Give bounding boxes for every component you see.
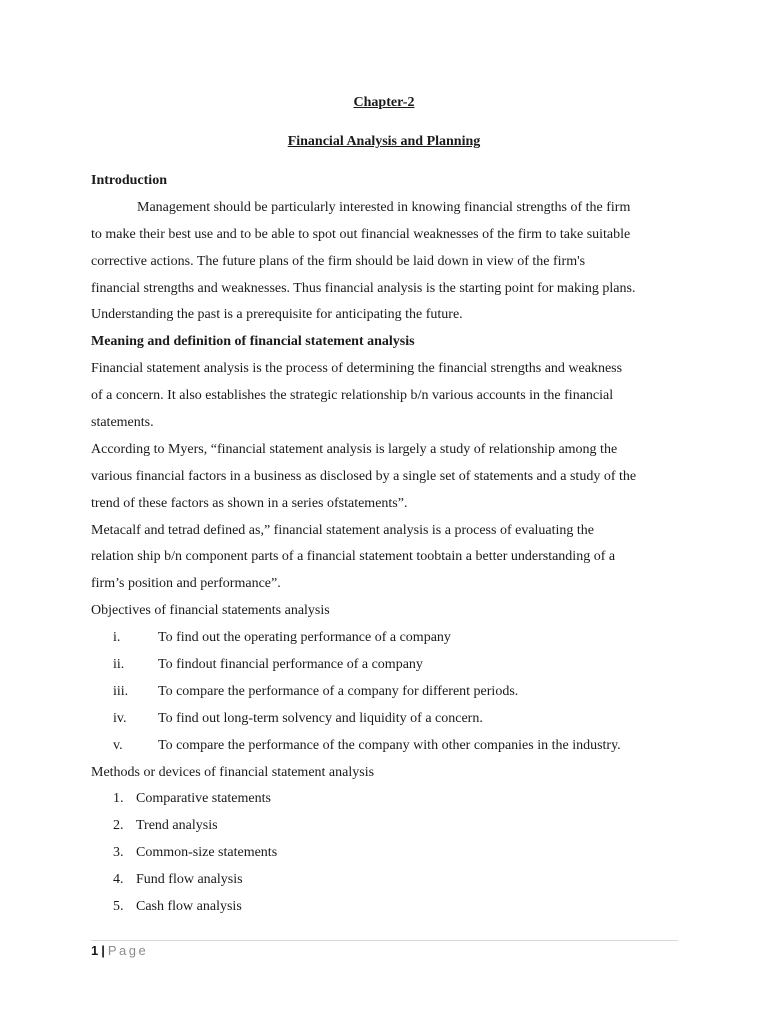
paragraph-line: statements. xyxy=(91,415,154,431)
list-item xyxy=(91,625,691,652)
list-item-number: ii. xyxy=(113,657,125,673)
list-item-text: Common-size statements xyxy=(136,845,278,861)
paragraph-line: relation ship b/n component parts of a financial statement toobtain a better understanding of a xyxy=(91,549,616,565)
list-item xyxy=(91,652,691,679)
paragraph-line: of a concern. It also establishes the strategic relationship b/n various accounts in the financial xyxy=(91,388,614,404)
list-item-number: 1. xyxy=(113,791,124,807)
list-item-text: To find out long-term solvency and liquidity of a concern. xyxy=(158,710,483,726)
paragraph-line: corrective actions. The future plans of the firm should be laid down in view of the firm's xyxy=(91,253,586,269)
list-item xyxy=(91,786,691,813)
list-item-number: v. xyxy=(113,737,123,753)
objectives-list xyxy=(91,625,691,759)
list-item xyxy=(91,733,691,760)
page-label: Page xyxy=(107,943,149,958)
paragraph-line: financial strengths and weaknesses. Thus financial analysis is the starting point for making plans. xyxy=(91,280,636,296)
paragraph-line: Financial statement analysis is the process of determining the financial strengths and weakness xyxy=(91,361,623,377)
paragraph-line: Metacalf and tetrad defined as,” financial statement analysis is a process of evaluating the xyxy=(91,522,595,538)
list-item-number: iv. xyxy=(113,710,127,726)
document-body xyxy=(91,168,691,921)
list-item xyxy=(91,706,691,733)
chapter-heading: Chapter-2 xyxy=(353,95,415,110)
objectives-heading: Objectives of financial statements analysis xyxy=(91,603,330,619)
page-number: 1 xyxy=(91,943,99,958)
paragraph-line: Management should be particularly interested in knowing financial strengths of the firm xyxy=(137,199,631,215)
list-item-text: To find out the operating performance of a company xyxy=(158,630,451,646)
list-item xyxy=(91,840,691,867)
list-item-text: Comparative statements xyxy=(136,791,271,807)
paragraph-line: trend of these factors as shown in a series ofstatements”. xyxy=(91,495,408,511)
list-item xyxy=(91,867,691,894)
list-item xyxy=(91,679,691,706)
list-item-number: 5. xyxy=(113,899,124,915)
list-item-number: 4. xyxy=(113,872,124,888)
list-item-text: To compare the performance of a company for different periods. xyxy=(158,683,519,699)
paragraph-line: to make their best use and to be able to spot out financial weaknesses of the firm to take suitable xyxy=(91,226,631,242)
methods-heading: Methods or devices of financial statement analysis xyxy=(91,764,375,780)
list-item xyxy=(91,813,691,840)
introduction-heading: Introduction xyxy=(91,173,167,188)
list-item xyxy=(91,894,691,921)
paragraph-line: According to Myers, “financial statement analysis is largely a study of relationship among the xyxy=(91,441,618,457)
list-item-number: i. xyxy=(113,630,121,646)
list-item-number: 3. xyxy=(113,845,124,861)
methods-list xyxy=(91,786,691,920)
page-footer xyxy=(91,943,148,958)
list-item-text: To compare the performance of the company with other companies in the industry. xyxy=(158,737,621,753)
paragraph-line: firm’s position and performance”. xyxy=(91,576,281,592)
list-item-text: Trend analysis xyxy=(136,818,218,834)
paragraph-line: various financial factors in a business as disclosed by a single set of statements and a study of the xyxy=(91,468,637,484)
document-title: Financial Analysis and Planning xyxy=(287,134,481,149)
meaning-heading: Meaning and definition of financial statement analysis xyxy=(91,334,415,350)
footer-divider xyxy=(91,940,678,941)
paragraph-line: Understanding the past is a prerequisite for anticipating the future. xyxy=(91,307,463,323)
page-separator: | xyxy=(101,943,105,958)
list-item-text: Cash flow analysis xyxy=(136,899,242,915)
list-item-number: 2. xyxy=(113,818,124,834)
list-item-text: To findout financial performance of a company xyxy=(158,657,423,673)
list-item-number: iii. xyxy=(113,683,129,699)
list-item-text: Fund flow analysis xyxy=(136,872,243,888)
